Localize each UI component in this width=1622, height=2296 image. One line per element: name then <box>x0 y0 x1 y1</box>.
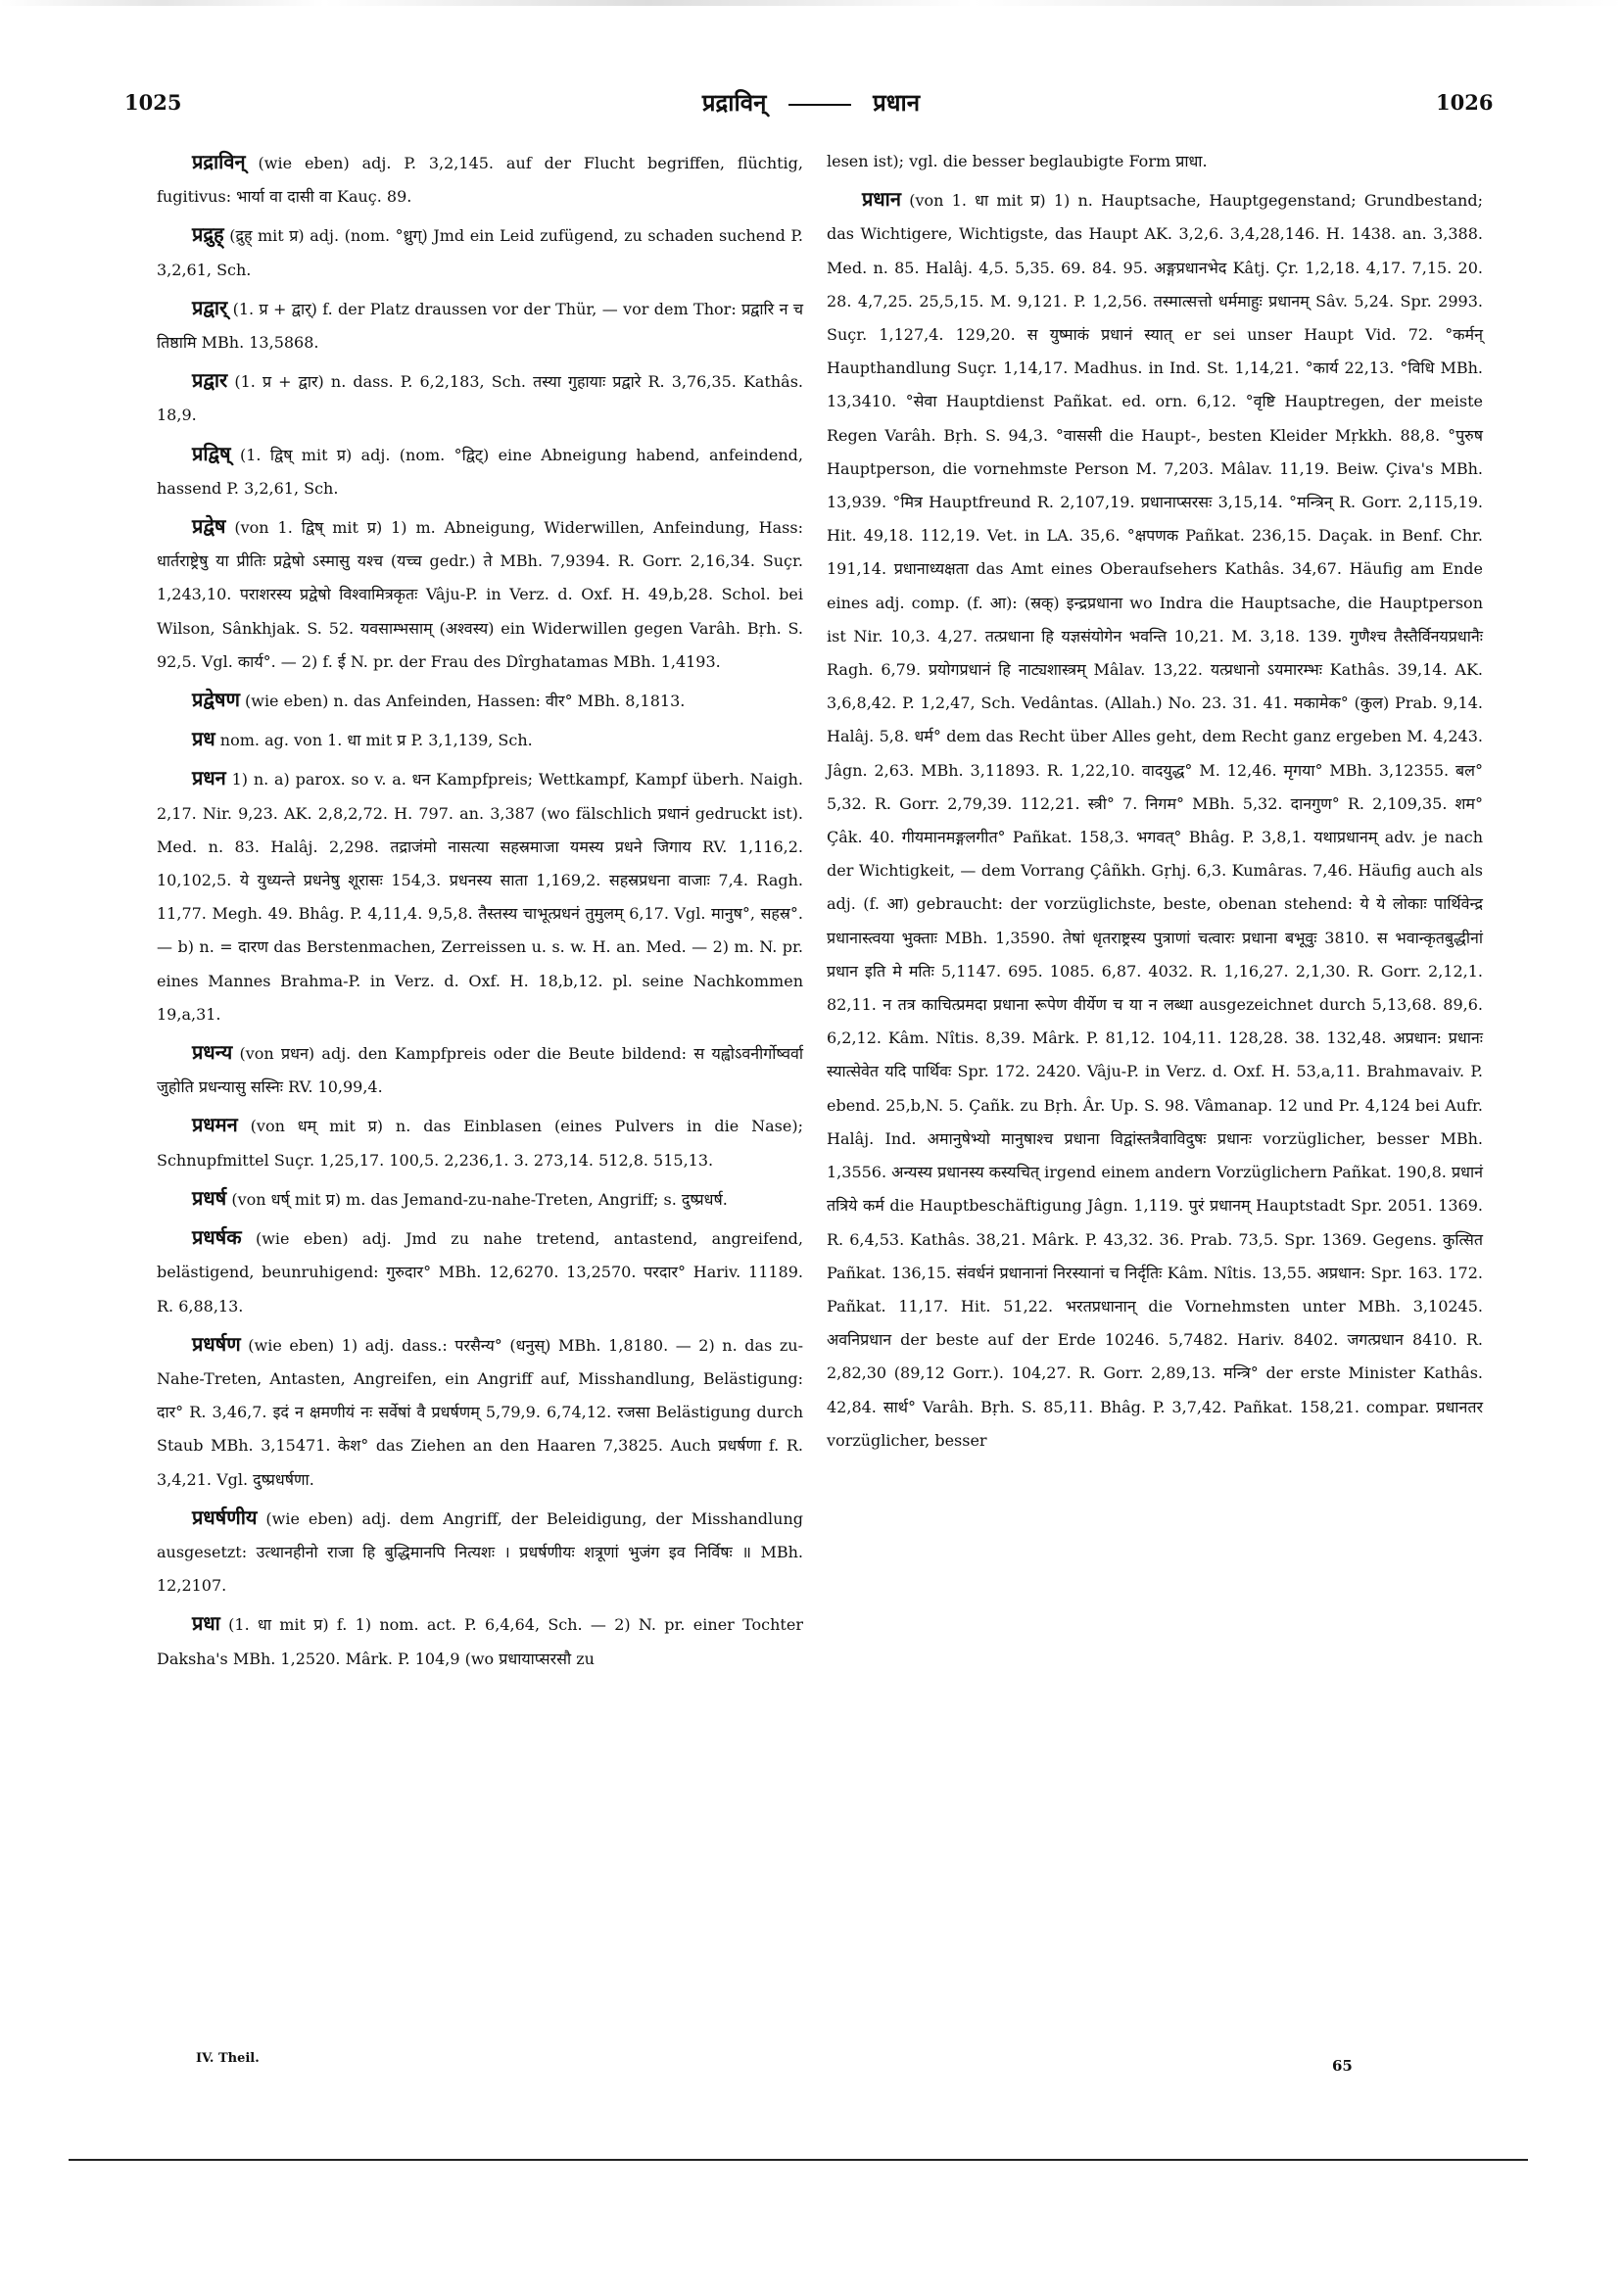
dictionary-entry <box>157 1108 803 1176</box>
entry-headword: प्रधर्ष <box>192 1185 227 1210</box>
dictionary-entry <box>157 1327 803 1497</box>
entry-headword: प्रधान <box>862 187 901 212</box>
page-number-left: 1025 <box>124 90 182 115</box>
dictionary-entry <box>157 1501 803 1603</box>
sheet-number: 65 <box>1332 2057 1353 2075</box>
dictionary-entry <box>157 437 803 505</box>
entry-text: (von 1. द्विष् mit प्र) 1) m. Abneigung, Widerwillen, Anfeindung, Hass: धार्तराष्ट्रेषु या प्रीतिः प्रद्वेषो ऽस्मासु यश्च (यच्च gedr.) ते MBh. 7,9394. R. Gorr. 2,16,34. Suçr. 1,243,10. पराशरस्य प्रद्वेषो विश्वामित्रकृतः Vâju-P. in Verz. d. Oxf. H. 49,b,28. Schol. bei Wilson, Sânkhjak. S. 52. यवसाम्भसाम् (अश्वस्य) ein Widerwillen gegen Varâh. Bṛh. S. 92,5. Vgl. कार्य°. — 2) f. ई N. pr. der Frau des Dîrghatamas MBh. 1,4193. <box>157 518 803 671</box>
entry-headword: प्रद्राविन् <box>192 150 246 173</box>
entry-text: (1. द्विष् mit प्र) adj. (nom. °द्विट्) eine Abneigung habend, anfeindend, hassend P. 3,2,61, Sch. <box>157 445 803 498</box>
dictionary-entry <box>157 1035 803 1104</box>
entry-text: (द्रुह् mit प्र) adj. (nom. °ध्रुग्) Jmd ein Leid zufügend, zu schaden suchend P. 3,2,61, Sch. <box>157 226 803 279</box>
right-column <box>827 145 1483 1461</box>
dictionary-entry <box>157 683 803 718</box>
entry-headword: प्रध <box>192 727 215 751</box>
entry-text: (wie eben) adj. Jmd zu nahe tretend, antastend, angreifend, belästigend, beunruhigend: गुरुदार° MBh. 12,6270. 13,2570. परदार° Hariv. 11189. R. 6,88,13. <box>157 1229 804 1315</box>
dictionary-entry <box>157 217 803 286</box>
page-header <box>0 86 1622 125</box>
running-head <box>0 86 1622 119</box>
entry-text: (1. प्र + द्वार्) f. der Platz draussen vor der Thür, — vor dem Thor: प्रद्वारि न च तिष्ठामि MBh. 13,5868. <box>157 299 803 353</box>
entry-text: (wie eben) 1) adj. dass.: परसैन्य° (धनुस्) MBh. 1,8180. — 2) n. das zu-Nahe-Treten, Antasten, Angreifen, ein Angriff auf, Misshandlung, Belästigung: दार° R. 3,46,7. इदं न क्षमणीयं नः सर्वेषां वै प्रधर्षणम् 5,79,9. 6,74,12. रजसा Belästigung durch Staub MBh. 3,15471. केश° das Ziehen an den Haaren 7,3825. Auch प्रधर्षणा f. R. 3,4,21. Vgl. दुष्प्रधर्षणा. <box>157 1335 803 1489</box>
entry-headword: प्रद्रुह् <box>192 222 224 247</box>
left-column <box>157 145 803 1680</box>
running-head-start: प्रद्राविन् <box>701 88 767 117</box>
entry-text: (wie eben) n. das Anfeinden, Hassen: वीर° MBh. 8,1813. <box>245 692 686 711</box>
dictionary-entry <box>157 145 803 214</box>
dictionary-entry <box>827 182 1483 1458</box>
dictionary-entry <box>157 722 803 757</box>
dictionary-entry <box>157 291 803 359</box>
entry-text: (1. प्र + द्वार) n. dass. P. 6,2,183, Sch. तस्या गुहायाः प्रद्वारे R. 3,76,35. Kathâs. 18,9. <box>157 372 804 425</box>
entry-text: (von धम् mit प्र) n. das Einblasen (eines Pulvers in die Nase); Schnupfmittel Suçr. 1,25,17. 100,5. 2,236,1. 3. 273,14. 512,8. 515,13. <box>157 1117 803 1170</box>
entry-text: nom. ag. von 1. धा mit प्र P. 3,1,139, Sch. <box>219 731 533 750</box>
volume-signature: IV. Theil. <box>196 2051 260 2066</box>
dictionary-entry-continued <box>827 145 1483 178</box>
entry-text: (von 1. धा mit प्र) 1) n. Hauptsache, Hauptgegenstand; Grundbestand; das Wichtigere, Wichtigste, das Haupt AK. 3,2,6. 3,4,28,146. H. 1438. an. 3,388. Med. n. 85. Halâj. 4,5. 5,35. 69. 84. 95. अङ्गप्रधानभेद Kâtj. Çr. 1,2,18. 4,17. 7,15. 20. 28. 4,7,25. 25,5,15. M. 9,121. P. 1,2,56. तस्मात्सत्तो धर्ममाहुः प्रधानम् Sâv. 5,24. Spr. 2993. Suçr. 1,127,4. 129,20. स युष्माकं प्रधानं स्यात् er sei unser Haupt Vid. 72. °कर्मन् Haupthandlung Suçr. 1,14,17. Madhus. in Ind. St. 1,14,21. °कार्य 22,13. °विधि MBh. 13,3410. °सेवा Hauptdienst Pañkat. ed. orn. 6,12. °वृष्टि Hauptregen, der meiste Regen Varâh. Bṛh. S. 94,3. °वाससी die Haupt-, besten Kleider Mṛkkh. 88,8. °पुरुष Hauptperson, die vornehmste Person M. 7,203. Mâlav. 11,19. Beiw. Çiva's MBh. 13,939. °मित्र Hauptfreund R. 2,107,19. प्रधानाप्सरसः 3,15,14. °मन्त्रिन् R. Gorr. 2,115,19. Hit. 49,18. 112,19. Vet. in LA. 35,6. °क्षपणक Pañkat. 236,15. Daçak. in Benf. Chr. 191,14. प्रधानाध्यक्षता das Amt eines Oberaufsehers Kathâs. 34,67. Häufig am Ende eines adj. comp. (f. आ): (स्रक्) इन्द्रप्रधाना wo Indra die Hauptsache, die Hauptperson ist Nir. 10,3. 4,27. तत्प्रधाना हि यज्ञसंयोगेन भवन्ति 10,21. M. 3,18. 139. गुणैश्च तैस्तैर्विनयप्रधानैः Ragh. 6,79. प्रयोगप्रधानं हि नाट्यशास्त्रम् Mâlav. 13,22. यत्प्रधानो ऽयमारम्भः Kathâs. 39,14. AK. 3,6,8,42. P. 1,2,47, Sch. Vedântas. (Allah.) No. 23. 31. 41. मकामेक° (कुल) Prab. 9,14. Halâj. 5,8. धर्म° dem das Recht über Alles geht, dem Recht ganz ergeben M. 4,243. Jâgn. 2,63. MBh. 3,11893. R. 1,22,10. वादयुद्ध° M. 12,46. मृगया° MBh. 3,12355. बल° 5,32. R. Gorr. 2,79,39. 112,21. स्त्री° 7. निगम° MBh. 5,32. दानगुण° R. 2,109,35. शम° Çâk. 40. गीयमानमङ्गलगीत° Pañkat. 158,3. भगवत्° Bhâg. P. 3,8,1. यथाप्रधानम् adv. je nach der Wichtigkeit, — dem Vorrang Çâñkh. Gṛhj. 6,3. Kumâras. 7,46. Häufig auch als adj. (f. आ) gebraucht: der vorzüglichste, beste, obenan stehend: ये ये लोकाः पार्थिवेन्द्र प्रधानास्त्वया भुक्ताः MBh. 1,3590. तेषां धृतराष्ट्रस्य पुत्राणां चत्वारः प्रधाना बभूवुः 3810. स भवान्कृतबुद्धीनां प्रधान इति मे मतिः 5,1147. 695. 1085. 6,87. 4032. R. 1,16,27. 2,1,30. R. Gorr. 2,12,1. 82,11. न तत्र काचित्प्रमदा प्रधाना रूपेण वीर्येण च या न लब्धा ausgezeichnet durch 5,13,68. 89,6. 6,2,12. Kâm. Nîtis. 8,39. Mârk. P. 81,12. 104,11. 128,28. 38. 132,48. अप्रधान: प्रधानः स्यात्सेवेत यदि पार्थिवः Spr. 172. 2420. Vâju-P. in Verz. d. Oxf. H. 53,a,11. Brahmavaiv. P. ebend. 25,b,N. 5. Çañk. zu Bṛh. Âr. Up. S. 98. Vâmanap. 12 und Pr. 4,124 bei Aufr. Halâj. Ind. अमानुषेभ्यो मानुषाश्च प्रधाना विद्वांस्तत्रैवाविदुषः प्रधानः vorzüglicher, besser MBh. 1,3556. अन्यस्य प्रधानस्य कस्यचित् irgend einem andern Vorzüglichern Pañkat. 190,8. प्रधानं तत्रिये कर्म die Hauptbeschäftigung Jâgn. 1,119. पुरं प्रधानम् Hauptstadt Spr. 2051. 1369. R. 6,4,53. Kathâs. 38,21. Mârk. P. 43,32. 36. Prab. 73,5. Spr. 1369. Gegens. कुत्सित Pañkat. 136,15. संवर्धनं प्रधानानां निरस्यानां च निर्दृतिः Kâm. Nîtis. 13,55. अप्रधान: Spr. 163. 172. Pañkat. 11,17. Hit. 51,22. भरतप्रधानान् die Vornehmsten unter MBh. 3,10245. अवनिप्रधान der beste auf der Erde 10246. 5,7482. Hariv. 8402. जगत्प्रधान 8410. R. 2,82,30 (89,12 Gorr.). 104,27. R. Gorr. 2,89,13. मन्त्रि° der erste Minister Kathâs. 42,84. सार्थ° Varâh. Bṛh. S. 85,11. Bhâg. P. 3,7,42. Pañkat. 158,21. compar. प्रधानतर vorzüglicher, besser <box>827 191 1483 1450</box>
entry-headword: प्रधन <box>192 766 226 790</box>
entry-text: (wie eben) adj. dem Angriff, der Beleidigung, der Misshandlung ausgesetzt: उत्थानहीनो राजा हि बुद्धिमानपि नित्यशः । प्रधर्षणीयः शत्रूणां भुजंग इव निर्विषः ॥ MBh. 12,2107. <box>157 1508 803 1596</box>
dictionary-entry <box>157 363 803 432</box>
entry-headword: प्रधमन <box>192 1113 238 1137</box>
entry-text: lesen ist); vgl. die besser beglaubigte Form प्राधा. <box>827 152 1208 170</box>
dictionary-entry <box>157 761 803 1031</box>
entry-headword: प्रधा <box>192 1611 220 1636</box>
dictionary-entry <box>157 1181 803 1217</box>
entry-text: (von धर्ष् mit प्र) m. das Jemand-zu-nahe-Treten, Angriff; s. दुष्प्रधर्ष. <box>231 1189 728 1209</box>
dictionary-entry <box>157 1606 803 1675</box>
entry-headword: प्रधर्षणीय <box>192 1505 258 1529</box>
entry-text: (wie eben) adj. P. 3,2,145. auf der Flucht begriffen, flüchtig, fugitivus: भार्या वा दासी वा Kauç. 89. <box>157 154 803 207</box>
scan-top-edge <box>0 0 1622 6</box>
entry-headword: प्रद्वेष <box>192 514 226 539</box>
entry-headword: प्रधन्य <box>192 1040 233 1065</box>
bottom-rule <box>69 2159 1528 2161</box>
entry-headword: प्रद्विष् <box>192 441 231 465</box>
entry-text: (1. धा mit प्र) f. 1) nom. act. P. 6,4,64, Sch. — 2) N. pr. einer Tochter Daksha's MBh. 1,2520. Mârk. P. 104,9 (wo प्रधायाप्सरसौ zu <box>157 1615 803 1668</box>
entry-headword: प्रधर्षक <box>192 1225 242 1250</box>
entry-headword: प्रद्वेषण <box>192 688 240 712</box>
entry-text: (von प्रधन) adj. den Kampfpreis oder die Beute bildend: स यह्वोऽवनीर्गोष्वर्वा जुहोति प्रधन्यासु सस्निः RV. 10,99,4. <box>157 1044 804 1097</box>
entry-text: 1) n. a) parox. so v. a. धन Kampfpreis; Wettkampf, Kampf überh. Naigh. 2,17. Nir. 9,23. AK. 2,8,2,72. H. 797. an. 3,387 (wo fälschlich प्रधानं gedruckt ist). Med. n. 83. Halâj. 2,298. तद्राजंमो नासत्या सहस्रमाजा यमस्य प्रधने जिगाय RV. 1,116,2. 10,102,5. ये युध्यन्ते प्रधनेषु शूरासः 154,3. प्रधनस्य साता 1,169,2. सहस्रप्रधना वाजाः 7,4. Ragh. 11,77. Megh. 49. Bhâg. P. 4,11,4. 9,5,8. तैस्तस्य चाभूत्प्रधनं तुमुलम् 6,17. Vgl. मानुष°, सहस्र°. — b) n. = दारण das Berstenmachen, Zerreissen u. s. w. H. an. Med. — 2) m. N. pr. eines Mannes Brahma-P. in Verz. d. Oxf. H. 18,b,12. pl. seine Nachkommen 19,a,31. <box>157 770 803 1024</box>
entry-headword: प्रद्वार <box>192 368 228 393</box>
dictionary-entry <box>157 1220 803 1323</box>
page-number-right: 1026 <box>1436 90 1494 115</box>
running-head-end: प्रधान <box>873 88 921 117</box>
entry-headword: प्रद्वार् <box>192 295 228 319</box>
running-head-dash <box>788 104 851 106</box>
entry-headword: प्रधर्षण <box>192 1331 241 1356</box>
dictionary-entry <box>157 509 803 679</box>
